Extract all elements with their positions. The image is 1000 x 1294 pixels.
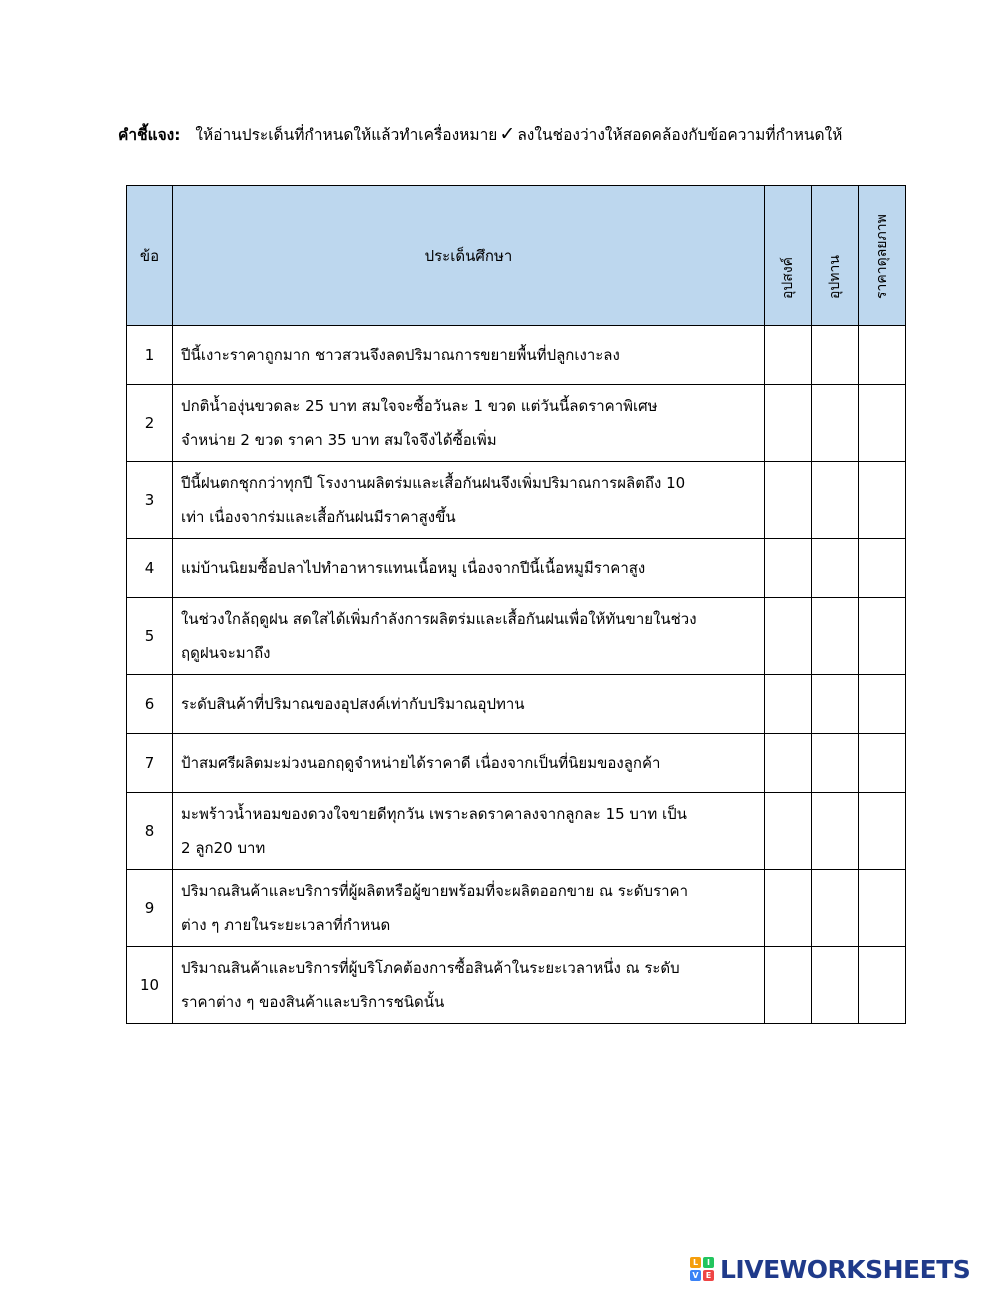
table-row [127,598,906,675]
checkbox-cell-equilibrium[interactable] [858,870,905,947]
checkbox-cell-demand[interactable] [764,947,811,1024]
logo-mark-cell: I [703,1257,714,1268]
checkbox-cell-supply[interactable] [811,539,858,598]
header-equilibrium [858,186,905,326]
row-number: 1 [127,326,173,385]
row-issue [173,793,765,870]
checkbox-cell-equilibrium[interactable] [858,326,905,385]
row-issue-line: มะพร้าวน้ำหอมของดวงใจขายดีทุกวัน เพราะลดราคาลงจากลูกละ 15 บาท เป็น [181,805,687,823]
checkbox-cell-supply[interactable] [811,385,858,462]
row-issue-line: ระดับสินค้าที่ปริมาณของอุปสงค์เท่ากับปริมาณอุปทาน [181,695,525,713]
row-issue [173,539,765,598]
row-issue-line: 2 ลูก20 บาท [181,839,266,857]
instruction-text-before: ให้อ่านประเด็นที่กำหนดให้แล้วทำเครื่องหมาย [195,126,498,144]
checkbox-cell-supply[interactable] [811,793,858,870]
checkbox-cell-equilibrium[interactable] [858,675,905,734]
table-row [127,326,906,385]
checkbox-cell-supply[interactable] [811,734,858,793]
checkmark-icon: ✓ [499,123,516,145]
row-number: 10 [127,947,173,1024]
liveworksheets-logo-icon [690,1257,714,1281]
checkbox-cell-demand[interactable] [764,675,811,734]
table-row [127,870,906,947]
table-row [127,947,906,1024]
row-issue-line: ปกติน้ำองุ่นขวดละ 25 บาท สมใจจะซื้อวันละ 1 ขวด แต่วันนี้ลดราคาพิเศษ [181,397,658,415]
header-demand [764,186,811,326]
row-issue [173,870,765,947]
row-issue [173,326,765,385]
header-supply [811,186,858,326]
row-issue-line: ปริมาณสินค้าและบริการที่ผู้บริโภคต้องการซื้อสินค้าในระยะเวลาหนึ่ง ณ ระดับ [181,959,680,977]
checkbox-cell-demand[interactable] [764,326,811,385]
row-issue-line: ราคาต่าง ๆ ของสินค้าและบริการชนิดนั้น [181,993,445,1011]
checkbox-cell-supply[interactable] [811,326,858,385]
logo-mark-cell: E [703,1270,714,1281]
row-number: 4 [127,539,173,598]
checkbox-cell-supply[interactable] [811,870,858,947]
header-demand-label: อุปสงค์ [779,256,796,299]
row-number: 2 [127,385,173,462]
checkbox-cell-equilibrium[interactable] [858,793,905,870]
row-number: 3 [127,462,173,539]
checkbox-cell-demand[interactable] [764,793,811,870]
row-number: 6 [127,675,173,734]
liveworksheets-logo [690,1252,970,1286]
row-issue [173,947,765,1024]
row-issue [173,598,765,675]
instruction-line [118,120,978,149]
checkbox-cell-equilibrium[interactable] [858,385,905,462]
row-issue-line: ป้าสมศรีผลิตมะม่วงนอกฤดูจำหน่ายได้ราคาดี เนื่องจากเป็นที่นิยมของลูกค้า [181,754,661,772]
row-issue [173,462,765,539]
checkbox-cell-equilibrium[interactable] [858,734,905,793]
table-row [127,462,906,539]
checkbox-cell-supply[interactable] [811,947,858,1024]
row-issue-line: ต่าง ๆ ภายในระยะเวลาที่กำหนด [181,916,391,934]
row-issue-line: เท่า เนื่องจากร่มและเสื้อกันฝนมีราคาสูงขึ้น [181,508,456,526]
instruction-text-after: ลงในช่องว่างให้สอดคล้องกับข้อความที่กำหนดให้ [517,126,843,144]
header-supply-label: อุปทาน [826,255,843,299]
row-number: 5 [127,598,173,675]
row-issue-line: ฤดูฝนจะมาถึง [181,644,271,662]
row-issue [173,734,765,793]
row-number: 9 [127,870,173,947]
logo-mark-cell: V [690,1270,701,1281]
worksheet-table [126,185,906,1024]
checkbox-cell-demand[interactable] [764,539,811,598]
checkbox-cell-supply[interactable] [811,462,858,539]
logo-mark-cell: L [690,1257,701,1268]
checkbox-cell-equilibrium[interactable] [858,539,905,598]
checkbox-cell-demand[interactable] [764,462,811,539]
checkbox-cell-equilibrium[interactable] [858,598,905,675]
row-number: 8 [127,793,173,870]
table-header-row [127,186,906,326]
checkbox-cell-equilibrium[interactable] [858,462,905,539]
header-equilibrium-label: ราคาดุลยภาพ [873,214,890,299]
row-issue-line: ปีนี้เงาะราคาถูกมาก ชาวสวนจึงลดปริมาณการขยายพื้นที่ปลูกเงาะลง [181,346,620,364]
table-row [127,539,906,598]
checkbox-cell-demand[interactable] [764,598,811,675]
row-issue-line: จำหน่าย 2 ขวด ราคา 35 บาท สมใจจึงได้ซื้อเพิ่ม [181,431,497,449]
row-issue [173,385,765,462]
row-issue-line: แม่บ้านนิยมซื้อปลาไปทำอาหารแทนเนื้อหมู เนื่องจากปีนี้เนื้อหมูมีราคาสูง [181,559,646,577]
checkbox-cell-demand[interactable] [764,385,811,462]
header-number: ข้อ [127,186,173,326]
checkbox-cell-supply[interactable] [811,598,858,675]
header-issue: ประเด็นศึกษา [173,186,765,326]
checkbox-cell-equilibrium[interactable] [858,947,905,1024]
row-issue-line: ปีนี้ฝนตกชุกกว่าทุกปี โรงงานผลิตร่มและเสื้อกันฝนจึงเพิ่มปริมาณการผลิตถึง 10 [181,474,686,492]
row-issue-line: ปริมาณสินค้าและบริการที่ผู้ผลิตหรือผู้ขายพร้อมที่จะผลิตออกขาย ณ ระดับราคา [181,882,689,900]
logo-text: LIVEWORKSHEETS [720,1254,971,1284]
row-number: 7 [127,734,173,793]
instruction-label: คำชี้แจง: [118,126,181,144]
table-row [127,793,906,870]
row-issue-line: ในช่วงใกล้ฤดูฝน สดใสได้เพิ่มกำลังการผลิตร่มและเสื้อกันฝนเพื่อให้ทันขายในช่วง [181,610,697,628]
checkbox-cell-demand[interactable] [764,870,811,947]
checkbox-cell-supply[interactable] [811,675,858,734]
table-row [127,734,906,793]
row-issue [173,675,765,734]
checkbox-cell-demand[interactable] [764,734,811,793]
table-row [127,385,906,462]
table-row [127,675,906,734]
